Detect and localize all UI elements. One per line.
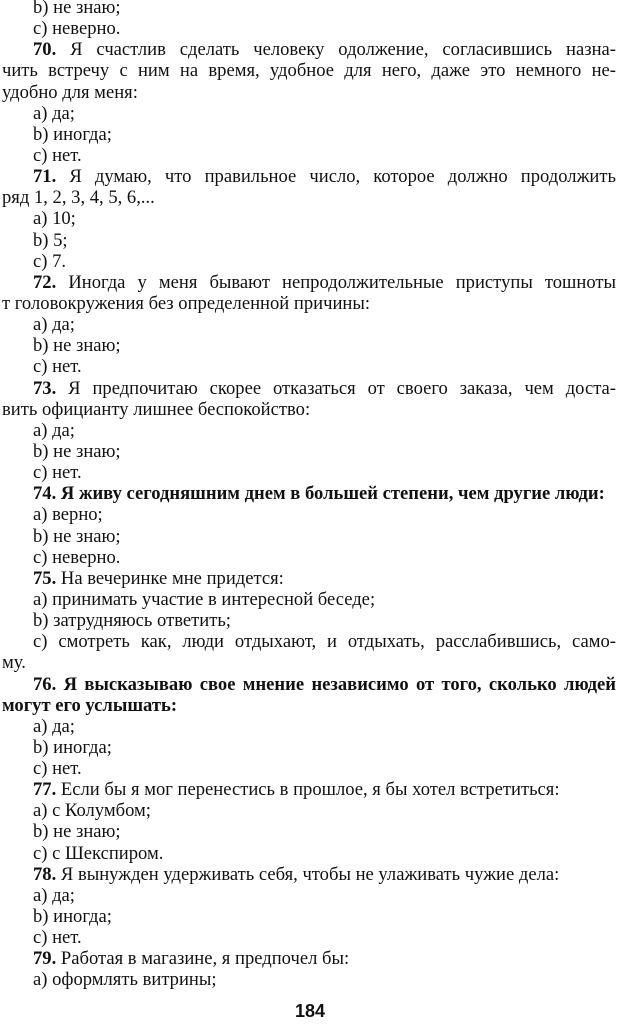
text-line <box>0 504 618 525</box>
text-line <box>0 82 618 103</box>
line-text: Если бы я мог перенестись в прошлое, я бы хотел встретиться: <box>56 779 560 801</box>
line-text: a) с Колумбом; <box>33 800 151 822</box>
line-text: a) да; <box>33 102 75 124</box>
line-text: c) с Шекспиром. <box>33 842 164 864</box>
text-line <box>0 969 618 990</box>
line-text: a) оформлять витрины; <box>33 969 217 991</box>
line-text: b) иногда; <box>33 906 112 928</box>
text-line <box>0 821 618 842</box>
line-text: му. <box>2 652 26 674</box>
line-text: могут его услышать: <box>2 694 178 716</box>
text-line <box>0 631 618 652</box>
line-text: c) смотреть как, люди отдыхают, и отдыхать, расслабившись, само- <box>33 631 616 653</box>
line-text: a) принимать участие в интересной беседе; <box>33 588 376 610</box>
line-text: b) не знаю; <box>33 0 121 18</box>
line-text: b) не знаю; <box>33 335 121 357</box>
text-line <box>0 145 618 166</box>
line-text: b) 5; <box>33 229 68 251</box>
text-line <box>0 547 618 568</box>
question-number: 70. <box>33 39 57 61</box>
line-text: Иногда у меня бывают непродолжительные приступы тошноты <box>56 271 616 293</box>
line-text: c) 7. <box>33 250 67 272</box>
text-line <box>0 335 618 356</box>
line-text: c) нет. <box>33 758 82 780</box>
line-text: b) затрудняюсь ответить; <box>33 610 231 632</box>
text-line <box>0 124 618 145</box>
text-line <box>0 378 618 399</box>
line-text: b) иногда; <box>33 736 112 758</box>
line-text: a) да; <box>33 419 75 441</box>
text-line <box>0 483 618 504</box>
line-text: Я живу сегодняшним днем в большей степени, чем другие люди: <box>56 483 605 505</box>
text-line <box>0 293 618 314</box>
text-line <box>0 187 618 208</box>
text-line <box>0 737 618 758</box>
line-text: c) нет. <box>33 927 82 949</box>
text-line <box>0 568 618 589</box>
text-line <box>0 589 618 610</box>
text-line <box>0 906 618 927</box>
text-line <box>0 462 618 483</box>
text-line <box>0 652 618 673</box>
text-line <box>0 674 618 695</box>
question-number: 73. <box>33 377 57 399</box>
line-text: удобно для меня: <box>2 81 138 103</box>
line-text: a) верно; <box>33 504 103 526</box>
text-line <box>0 695 618 716</box>
text-line <box>0 441 618 462</box>
question-number: 71. <box>33 166 57 188</box>
page-number: 184 <box>294 1001 326 1021</box>
text-line <box>0 356 618 377</box>
question-number: 78. <box>33 863 57 885</box>
line-text: ряд 1, 2, 3, 4, 5, 6,... <box>2 187 155 209</box>
text-line <box>0 864 618 885</box>
question-number: 76. <box>33 673 57 695</box>
question-number: 75. <box>33 567 57 589</box>
text-line <box>0 843 618 864</box>
question-number: 74. <box>33 483 57 505</box>
question-number: 79. <box>33 948 57 970</box>
text-line <box>0 779 618 800</box>
text-line <box>0 251 618 272</box>
line-text: Я счастлив сделать человеку одолжение, согласившись назна- <box>56 39 616 61</box>
text-line <box>0 230 618 251</box>
line-text: a) 10; <box>33 208 76 230</box>
text-line <box>0 0 618 18</box>
line-text: a) да; <box>33 314 75 336</box>
text-line <box>0 166 618 187</box>
text-line <box>0 758 618 779</box>
line-text: Я вынужден удерживать себя, чтобы не улаживать чужие дела: <box>56 863 560 885</box>
text-line <box>0 399 618 420</box>
line-text: На вечеринке мне придется: <box>56 567 284 589</box>
line-text: Работая в магазине, я предпочел бы: <box>56 948 350 970</box>
text-line <box>0 60 618 81</box>
text-line <box>0 948 618 969</box>
question-number: 77. <box>33 779 57 801</box>
line-text: c) нет. <box>33 356 82 378</box>
line-text: Я предпочитаю скорее отказаться от своего заказа, чем доста- <box>56 377 616 399</box>
text-line <box>0 800 618 821</box>
line-text: Я думаю, что правильное число, которое должно продолжить <box>56 166 616 188</box>
text-line <box>0 526 618 547</box>
text-line <box>0 103 618 124</box>
line-text: вить официанту лишнее беспокойство: <box>2 398 311 420</box>
line-text: b) не знаю; <box>33 821 121 843</box>
line-text: b) не знаю; <box>33 525 121 547</box>
line-text: b) не знаю; <box>33 440 121 462</box>
text-line <box>0 18 618 39</box>
line-text: b) иногда; <box>33 123 112 145</box>
line-text: c) нет. <box>33 144 82 166</box>
text-line <box>0 885 618 906</box>
question-number: 72. <box>33 271 57 293</box>
text-line <box>0 610 618 631</box>
line-text: c) неверно. <box>33 18 121 40</box>
line-text: a) да; <box>33 884 75 906</box>
text-line <box>0 208 618 229</box>
line-text: чить встречу с ним на время, удобное для него, даже это немного не- <box>2 60 616 82</box>
text-line <box>0 314 618 335</box>
text-line <box>0 39 618 60</box>
line-text: c) неверно. <box>33 546 121 568</box>
line-text: a) да; <box>33 715 75 737</box>
text-line <box>0 716 618 737</box>
line-text: т головокружения без определенной причины: <box>2 292 370 314</box>
line-text: Я высказываю свое мнение независимо от того, сколько людей <box>56 673 616 695</box>
text-line <box>0 927 618 948</box>
text-line <box>0 272 618 293</box>
line-text: c) нет. <box>33 462 82 484</box>
text-line <box>0 420 618 441</box>
